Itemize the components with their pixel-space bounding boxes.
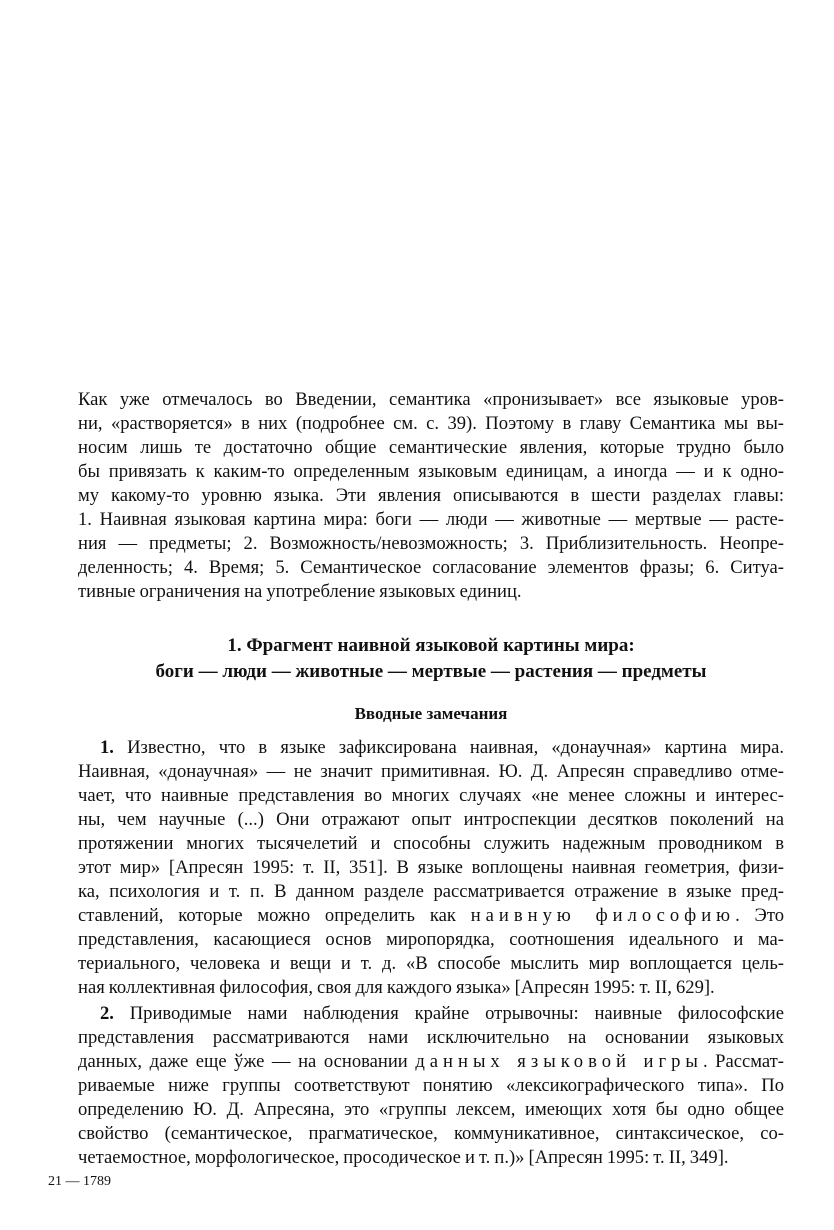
intro-line: носим лишь те достаточно общие семантические явления, которые трудно было (78, 437, 784, 458)
paragraph-1-line-1: 1. Известно, что в языке зафиксирована наивная, «донаучная» картина мира. (100, 737, 784, 758)
paragraph-1 (78, 736, 784, 1000)
paragraph-2 (78, 1002, 784, 1170)
paragraph-1-number: 1. (100, 737, 114, 758)
paragraph-2-line: свойство (семантическое, прагматическое, коммуникативное, синтаксическое, со- (78, 1123, 784, 1144)
paragraph-2-line: определению Ю. Д. Апресяна, это «группы лексем, имеющих хотя бы одно общее (78, 1099, 784, 1120)
signature-mark: 21 — 1789 (48, 1174, 111, 1189)
paragraph-1-line-with-term: ставлений, которые можно определить как наивную философию. Это (78, 905, 784, 926)
intro-line: му какому-то уровню языка. Эти явления описываются в шести разделах главы: (78, 485, 784, 506)
spaced-term: данных языковой игры (415, 1051, 703, 1072)
intro-line: ни, «растворяется» в них (подробнее см. с. 39). Поэтому в главу Семантика мы вы- (78, 413, 784, 434)
intro-line: Как уже отмечалось во Введении, семантика «пронизывает» все языковые уров- (78, 389, 784, 410)
section-title-line-2: боги — люди — животные — мертвые — растения — предметы (155, 661, 707, 682)
intro-paragraph (78, 388, 784, 604)
paragraph-2-line: представления рассматриваются нами исключительно на основании языковых (78, 1027, 784, 1048)
paragraph-1-line: Наивная, «донаучная» — не значит примитивная. Ю. Д. Апресян справедливо отме- (78, 761, 784, 782)
paragraph-1-line: териального, человека и вещи и т. д. «В способе мыслить мир воплощается цель- (78, 953, 784, 974)
paragraph-1-line: протяжении многих тысячелетий и способны служить надежным проводником в (78, 833, 784, 854)
intro-line: ния — предметы; 2. Возможность/невозможность; 3. Приблизительность. Неопре- (78, 533, 784, 554)
paragraph-1-line: ка, психология и т. п. В данном разделе рассматривается отражение в языке пред- (78, 881, 784, 902)
spaced-term: наивную философию (470, 905, 736, 926)
subsection-title: Вводные замечания (354, 704, 508, 723)
paragraph-1-line: представления, касающиеся основ миропорядка, соотношения идеального и ма- (78, 929, 784, 950)
paragraph-2-line: четаемостное, морфологическое, просодическое и т. п.)» [Апресян 1995: т. II, 349]. (78, 1147, 729, 1168)
intro-line: тивные ограничения на употребление языковых единиц. (78, 581, 522, 602)
intro-line: деленность; 4. Время; 5. Семантическое согласование элементов фразы; 6. Ситуа- (78, 557, 784, 578)
paragraph-1-line: ная коллективная философия, своя для каждого языка» [Апресян 1995: т. II, 629]. (78, 977, 715, 998)
paragraph-2-line-with-term: данных, даже еще ўже — на основании данных языковой игры. Рассмат- (78, 1051, 784, 1072)
section-title-line-1: 1. Фрагмент наивной языковой картины мира: (227, 635, 635, 656)
paragraph-1-line: этот мир» [Апресян 1995: т. II, 351]. В языке воплощены наивная геометрия, физи- (78, 857, 784, 878)
intro-line: 1. Наивная языковая картина мира: боги — люди — животные — мертвые — расте- (78, 509, 784, 530)
intro-line: бы привязать к каким-то определенным языковым единицам, а иногда — и к одно- (78, 461, 784, 482)
paragraph-1-line: ны, чем научные (...) Они отражают опыт интроспекции десятков поколений на (78, 809, 784, 830)
paragraph-2-number: 2. (100, 1003, 114, 1024)
paragraph-1-line: чает, что наивные представления во многих случаях «не менее сложны и интерес- (78, 785, 784, 806)
paragraph-2-line-1: 2. Приводимые нами наблюдения крайне отрывочны: наивные философские (100, 1003, 784, 1024)
paragraph-2-line: риваемые ниже группы соответствуют понятию «лексикографического типа». По (78, 1075, 784, 1096)
